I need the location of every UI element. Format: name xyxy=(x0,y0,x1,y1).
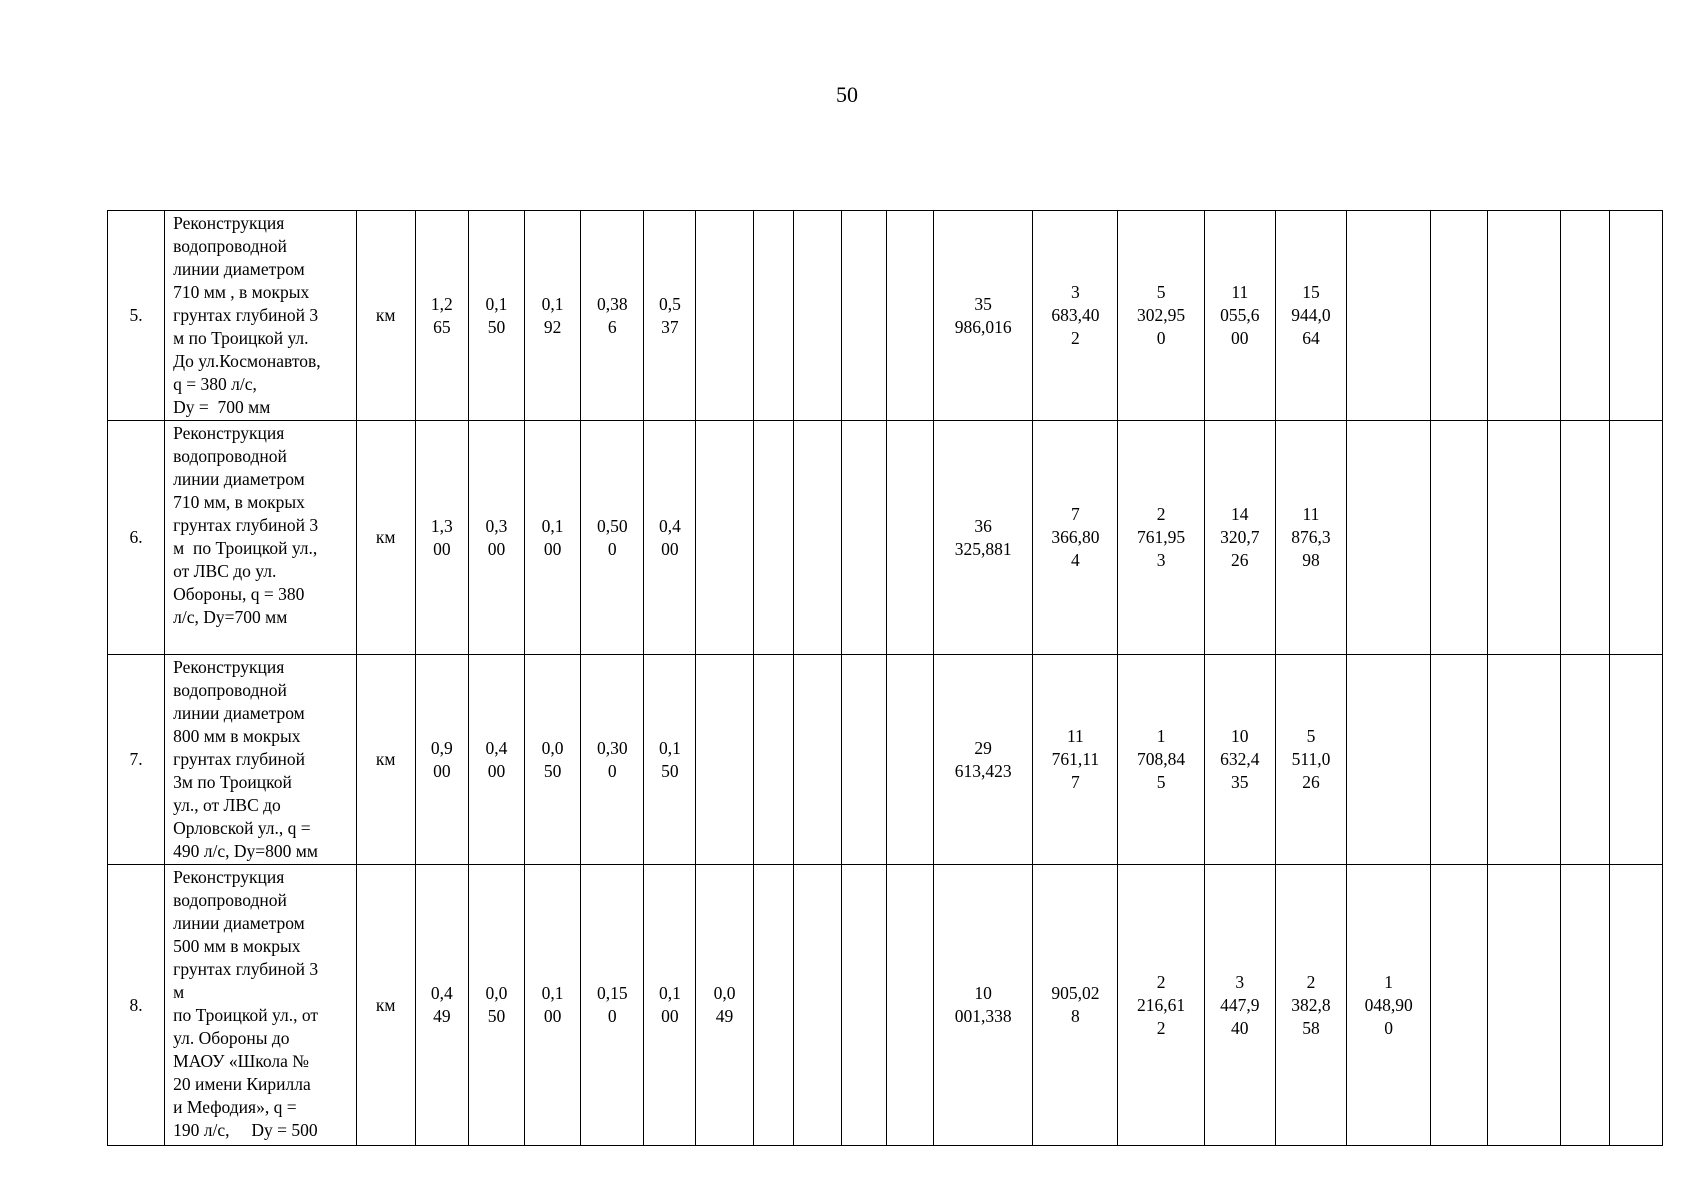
unit-cell-text: км xyxy=(375,994,396,1015)
cost-cell-text: 1 708,84 5 xyxy=(1137,726,1186,792)
cost-cell xyxy=(1033,421,1118,655)
length-cell xyxy=(468,211,524,421)
cost-table xyxy=(107,210,1663,1146)
cost-cell-text: 7 366,80 4 xyxy=(1051,504,1100,570)
cost-cell xyxy=(1431,211,1488,421)
length-cell xyxy=(841,865,886,1146)
total-cost-cell-text: 35 986,016 xyxy=(954,293,1012,337)
length-cell xyxy=(525,421,581,655)
description-cell xyxy=(165,421,356,655)
cost-cell xyxy=(1560,865,1609,1146)
cost-cell-text: 2 761,95 3 xyxy=(1137,504,1186,570)
length-cell xyxy=(644,865,696,1146)
cost-cell-text: 905,02 8 xyxy=(1051,983,1100,1026)
length-cell xyxy=(415,655,468,865)
row-number-cell-text: 5. xyxy=(129,305,143,325)
length-cell xyxy=(886,211,933,421)
length-cell xyxy=(581,865,644,1146)
cost-cell xyxy=(1118,865,1204,1146)
length-cell xyxy=(841,655,886,865)
total-cost-cell xyxy=(934,865,1033,1146)
row-number-cell xyxy=(108,865,165,1146)
length-cell-text: 1,2 65 xyxy=(430,293,453,337)
length-cell-text: 0,5 37 xyxy=(658,293,681,337)
length-cell-text: 0,38 6 xyxy=(596,293,628,337)
cost-cell xyxy=(1560,655,1609,865)
length-cell-text: 0,0 49 xyxy=(713,983,736,1026)
cost-cell xyxy=(1275,865,1346,1146)
cost-cell-text: 5 302,95 0 xyxy=(1137,282,1186,348)
total-cost-cell-text: 29 613,423 xyxy=(954,737,1012,781)
total-cost-cell xyxy=(934,421,1033,655)
cost-cell xyxy=(1609,655,1662,865)
unit-cell-text: км xyxy=(375,749,396,769)
description-cell xyxy=(165,655,356,865)
cost-cell xyxy=(1033,865,1118,1146)
cost-cell-text: 11 876,3 98 xyxy=(1291,504,1331,570)
length-cell xyxy=(793,865,841,1146)
cost-cell xyxy=(1347,211,1431,421)
length-cell-text: 0,4 00 xyxy=(485,737,508,781)
length-cell xyxy=(644,421,696,655)
length-cell-text: 0,1 00 xyxy=(658,983,681,1026)
length-cell xyxy=(886,655,933,865)
unit-cell xyxy=(356,655,415,865)
table-row xyxy=(108,655,1663,865)
total-cost-cell xyxy=(934,211,1033,421)
cost-cell xyxy=(1431,655,1488,865)
length-cell xyxy=(886,421,933,655)
length-cell xyxy=(793,421,841,655)
length-cell-text: 0,30 0 xyxy=(596,737,628,781)
length-cell xyxy=(468,865,524,1146)
cost-cell-text: 3 683,40 2 xyxy=(1051,282,1100,348)
length-cell xyxy=(415,865,468,1146)
length-cell xyxy=(753,865,793,1146)
length-cell-text: 0,0 50 xyxy=(485,983,508,1026)
cost-cell xyxy=(1431,421,1488,655)
table-row xyxy=(108,421,1663,655)
cost-cell-text: 2 382,8 58 xyxy=(1291,971,1331,1038)
cost-cell xyxy=(1488,421,1560,655)
length-cell xyxy=(696,211,753,421)
cost-cell xyxy=(1488,655,1560,865)
row-number-cell xyxy=(108,655,165,865)
length-cell xyxy=(793,655,841,865)
total-cost-cell-text: 10 001,338 xyxy=(954,983,1012,1026)
page-number: 50 xyxy=(836,82,858,107)
length-cell-text: 0,1 50 xyxy=(658,737,681,781)
unit-cell-text: км xyxy=(375,305,396,325)
table-row xyxy=(108,865,1663,1146)
length-cell-text: 0,0 50 xyxy=(541,737,564,781)
cost-cell xyxy=(1560,211,1609,421)
length-cell-text: 0,9 00 xyxy=(430,737,453,781)
row-number-cell xyxy=(108,421,165,655)
length-cell-text: 0,1 50 xyxy=(485,293,508,337)
cost-cell xyxy=(1609,211,1662,421)
cost-cell xyxy=(1431,865,1488,1146)
description-cell xyxy=(165,211,356,421)
length-cell xyxy=(581,421,644,655)
row-number-cell-text: 7. xyxy=(129,749,143,769)
cost-cell xyxy=(1347,655,1431,865)
length-cell xyxy=(841,421,886,655)
description-cell-text: Реконструкция водопроводной линии диаметром 710 мм , в мокрых грунтах глубиной 3 м по Троицкой ул. До ул.Космонавтов, q = 380 л/с, Dy = 700 мм xyxy=(173,213,321,417)
cost-cell xyxy=(1347,865,1431,1146)
cost-cell xyxy=(1609,421,1662,655)
length-cell-text: 0,50 0 xyxy=(596,515,628,559)
cost-cell xyxy=(1204,211,1275,421)
length-cell xyxy=(644,655,696,865)
unit-cell xyxy=(356,865,415,1146)
cost-cell xyxy=(1118,421,1204,655)
total-cost-cell-text: 36 325,881 xyxy=(954,515,1012,559)
cost-cell xyxy=(1488,865,1560,1146)
unit-cell-text: км xyxy=(375,527,396,547)
cost-cell-text: 2 216,61 2 xyxy=(1137,971,1186,1038)
length-cell xyxy=(841,211,886,421)
length-cell-text: 0,3 00 xyxy=(485,515,508,559)
length-cell xyxy=(793,211,841,421)
length-cell-text: 1,3 00 xyxy=(430,515,453,559)
length-cell xyxy=(644,211,696,421)
length-cell xyxy=(581,655,644,865)
length-cell xyxy=(525,655,581,865)
description-cell-text: Реконструкция водопроводной линии диаметром 500 мм в мокрых грунтах глубиной 3 м по Троицкой ул., от ул. Обороны до МАОУ «Школа № 20 имени Кирилла и Мефодия», q = 190 л/с, Dy = 500 xyxy=(173,867,319,1140)
cost-cell-text: 11 761,11 7 xyxy=(1051,726,1100,792)
length-cell xyxy=(696,865,753,1146)
unit-cell xyxy=(356,421,415,655)
length-cell xyxy=(468,421,524,655)
cost-cell xyxy=(1275,655,1346,865)
length-cell xyxy=(415,421,468,655)
cost-cell-text: 11 055,6 00 xyxy=(1220,282,1260,348)
length-cell xyxy=(415,211,468,421)
length-cell xyxy=(468,655,524,865)
row-number-cell-text: 8. xyxy=(129,994,143,1015)
cost-cell xyxy=(1118,211,1204,421)
cost-cell-text: 1 048,90 0 xyxy=(1364,971,1413,1038)
cost-cell xyxy=(1033,655,1118,865)
length-cell xyxy=(753,211,793,421)
cost-cell xyxy=(1560,421,1609,655)
length-cell-text: 0,4 00 xyxy=(658,515,681,559)
length-cell-text: 0,1 00 xyxy=(541,515,564,559)
length-cell xyxy=(525,211,581,421)
cost-cell xyxy=(1275,211,1346,421)
description-cell-text: Реконструкция водопроводной линии диаметром 800 мм в мокрых грунтах глубиной 3м по Троицкой ул., от ЛВС до Орловской ул., q = 490 л/с, Dy=800 мм xyxy=(173,657,318,861)
cost-cell xyxy=(1204,421,1275,655)
row-number-cell xyxy=(108,211,165,421)
unit-cell xyxy=(356,211,415,421)
cost-cell-text: 14 320,7 26 xyxy=(1220,504,1260,570)
cost-cell-text: 5 511,0 26 xyxy=(1291,726,1331,792)
cost-cell-text: 15 944,0 64 xyxy=(1291,282,1331,348)
length-cell-text: 0,4 49 xyxy=(430,983,453,1026)
cost-cell xyxy=(1204,865,1275,1146)
cost-cell xyxy=(1118,655,1204,865)
length-cell xyxy=(525,865,581,1146)
cost-cell xyxy=(1609,865,1662,1146)
cost-cell xyxy=(1204,655,1275,865)
description-cell xyxy=(165,865,356,1146)
cost-cell xyxy=(1488,211,1560,421)
length-cell xyxy=(753,655,793,865)
cost-cell xyxy=(1033,211,1118,421)
cost-cell xyxy=(1347,421,1431,655)
cost-cell-text: 10 632,4 35 xyxy=(1220,726,1260,792)
total-cost-cell xyxy=(934,655,1033,865)
length-cell-text: 0,1 00 xyxy=(541,983,564,1026)
length-cell xyxy=(696,421,753,655)
cost-cell-text: 3 447,9 40 xyxy=(1220,971,1260,1038)
length-cell xyxy=(581,211,644,421)
description-cell-text: Реконструкция водопроводной линии диаметром 710 мм, в мокрых грунтах глубиной 3 м по Троицкой ул., от ЛВС до ул. Обороны, q = 380 л/с, Dy=700 мм xyxy=(173,423,319,627)
length-cell-text: 0,15 0 xyxy=(596,983,628,1026)
table-row xyxy=(108,211,1663,421)
length-cell xyxy=(696,655,753,865)
cost-cell xyxy=(1275,421,1346,655)
length-cell xyxy=(753,421,793,655)
row-number-cell-text: 6. xyxy=(129,527,143,547)
length-cell-text: 0,1 92 xyxy=(541,293,564,337)
length-cell xyxy=(886,865,933,1146)
